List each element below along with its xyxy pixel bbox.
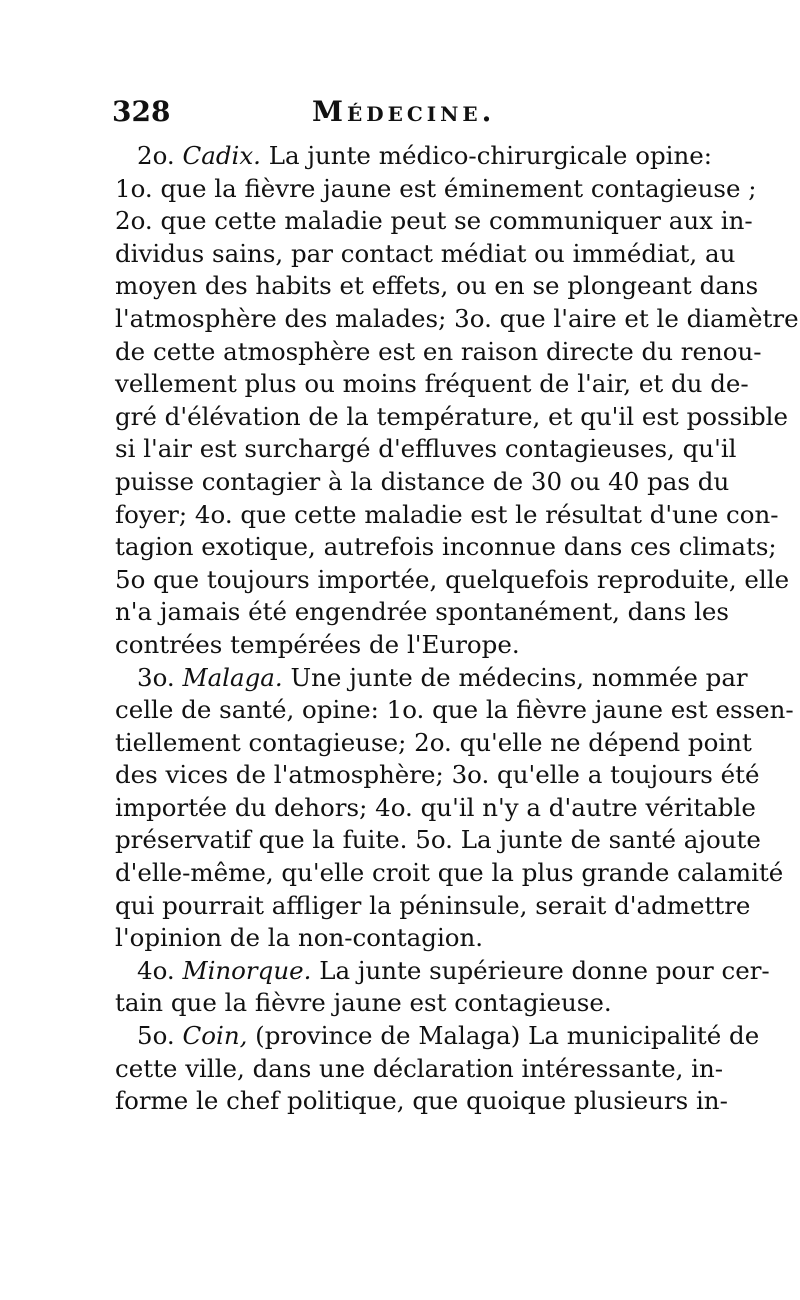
text-line: celle de santé, opine: 1o. que la fièvre jaune est essen- — [115, 695, 794, 725]
text-line: qui pourrait affliger la péninsule, serait d'admettre — [115, 890, 751, 920]
text-line: 5o. Coin, (province de Malaga) La municipalité de — [137, 1021, 760, 1051]
text-line: cette ville, dans une déclaration intéressante, in- — [115, 1053, 724, 1083]
text-line: 2o. que cette maladie peut se communiquer aux in- — [115, 206, 753, 236]
text-line: d'elle-même, qu'elle croit que la plus grande calamité — [115, 858, 784, 888]
text-line: tagion exotique, autrefois inconnue dans ces climats; — [115, 532, 777, 562]
text-line: foyer; 4o. que cette maladie est le résultat d'une con- — [115, 499, 779, 529]
text-line: 4o. Minorque. La junte supérieure donne pour cer- — [137, 955, 770, 985]
text-line: 2o. Cadix. La junte médico-chirurgicale opine: — [137, 141, 713, 170]
text-line: des vices de l'atmosphère; 3o. qu'elle a toujours été — [115, 760, 760, 790]
text-line: si l'air est surchargé d'effluves contagieuses, qu'il — [115, 434, 737, 464]
text-line: de cette atmosphère est en raison directe du renou- — [115, 336, 762, 366]
page-header — [112, 95, 702, 135]
page-number: 328 — [112, 95, 171, 128]
text-line: préservatif que la fuite. 5o. La junte de santé ajoute — [115, 825, 761, 855]
text-line: l'opinion de la non-contagion. — [115, 923, 484, 953]
text-line: tain que la fièvre jaune est contagieuse. — [115, 988, 612, 1018]
text-line: 3o. Malaga. Une junte de médecins, nommée par — [137, 662, 748, 692]
text-line: n'a jamais été engendrée spontanément, dans les — [115, 597, 729, 627]
body-text — [115, 140, 799, 1118]
text-line: tiellement contagieuse; 2o. qu'elle ne dépend point — [115, 727, 752, 757]
running-title: Médecine. — [312, 95, 496, 128]
text-line: l'atmosphère des malades; 3o. que l'aire et le diamètre — [115, 303, 799, 333]
text-line: vellement plus ou moins fréquent de l'air, et du de- — [115, 369, 749, 399]
text-line: gré d'élévation de la température, et qu'il est possible — [115, 401, 788, 431]
text-line: contrées tempérées de l'Europe. — [115, 629, 520, 659]
text-line: importée du dehors; 4o. qu'il n'y a d'autre véritable — [115, 792, 756, 822]
text-line: 5o que toujours importée, quelquefois reproduite, elle — [115, 564, 790, 594]
text-line: puisse contagier à la distance de 30 ou 40 pas du — [115, 466, 730, 496]
text-line: dividus sains, par contact médiat ou immédiat, au — [115, 238, 736, 268]
text-line: forme le chef politique, que quoique plusieurs in- — [115, 1086, 728, 1116]
text-line: 1o. que la fièvre jaune est éminement contagieuse ; — [115, 173, 757, 203]
text-line: moyen des habits et effets, ou en se plongeant dans — [115, 271, 759, 301]
